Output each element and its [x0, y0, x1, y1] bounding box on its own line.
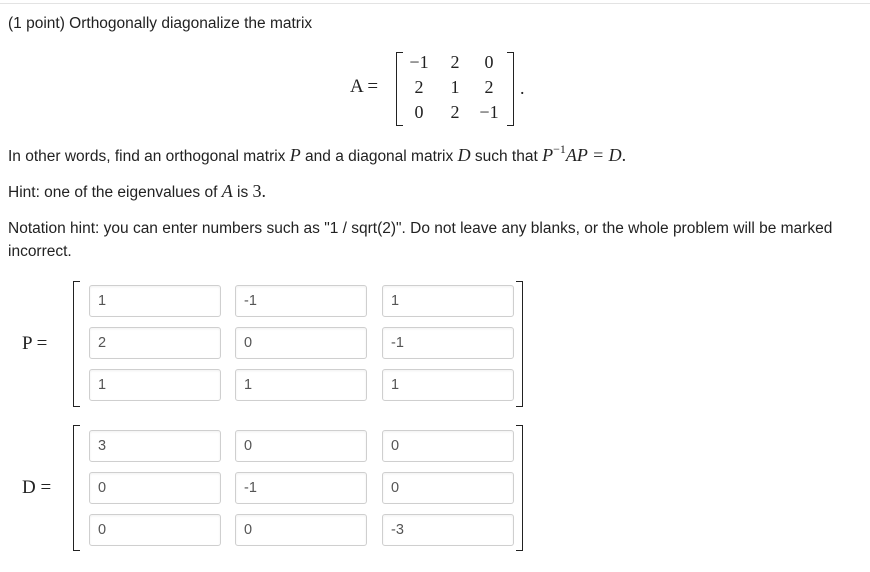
matrix-a-cell: 2 [450, 52, 460, 72]
matrix-p-entry-r3c2[interactable] [235, 369, 367, 401]
matrix-p-entry-r1c2[interactable] [235, 285, 367, 317]
matrix-d-entry-r3c2[interactable] [235, 514, 367, 546]
hint-text [8, 181, 266, 202]
matrix-d-entry-r2c2[interactable] [235, 472, 367, 504]
hint-period: . [261, 181, 267, 201]
matrix-p-entry-r2c2[interactable] [235, 327, 367, 359]
equation-period: . [621, 145, 627, 166]
equation-exponent: −1 [553, 142, 566, 156]
matrix-a-cell: 2 [414, 77, 424, 97]
matrix-d-label: D = [22, 477, 52, 498]
matrix-p-entry-r1c3[interactable] [382, 285, 514, 317]
matrix-d-entry-r2c3[interactable] [382, 472, 514, 504]
matrix-p-left-bracket [73, 281, 80, 407]
instruction-d-symbol: D [457, 145, 471, 166]
instruction-text [8, 144, 626, 166]
hint-a-symbol: A [221, 181, 233, 201]
matrix-a-period: . [520, 78, 525, 98]
matrix-d-left-bracket [73, 425, 80, 551]
matrix-p-entry-r3c3[interactable] [382, 369, 514, 401]
matrix-p-entry-r3c1[interactable] [89, 369, 221, 401]
problem-header: (1 point) Orthogonally diagonalize the matrix [8, 15, 313, 32]
matrix-a-cell: 1 [450, 77, 460, 97]
matrix-a [396, 52, 514, 124]
matrix-d-right-bracket [516, 425, 523, 551]
notation-hint-line2: incorrect. [8, 243, 72, 260]
matrix-p-entry-r2c3[interactable] [382, 327, 514, 359]
matrix-d-entry-r1c2[interactable] [235, 430, 367, 462]
hint-mid: is [232, 184, 253, 201]
matrix-p-right-bracket [516, 281, 523, 407]
matrix-a-cell: 0 [414, 102, 424, 122]
matrix-d-entry-r1c3[interactable] [382, 430, 514, 462]
matrix-d-entry-r1c1[interactable] [89, 430, 221, 462]
top-divider [0, 3, 870, 4]
matrix-a-cell: −1 [479, 102, 499, 122]
hint-pre: Hint: one of the eigenvalues of [8, 184, 222, 201]
instruction-p-symbol: P [289, 145, 301, 166]
matrix-p-label: P = [22, 333, 48, 354]
equation-p: P [542, 145, 554, 166]
matrix-d-entry-r3c3[interactable] [382, 514, 514, 546]
matrix-a-cell: 0 [484, 52, 494, 72]
notation-hint-line1: Notation hint: you can enter numbers such as "1 / sqrt(2)". Do not leave any blanks, or the whole problem will be marked [8, 220, 833, 237]
instruction-pre: In other words, find an orthogonal matrix [8, 148, 290, 166]
matrix-a-label: A = [350, 76, 379, 97]
matrix-a-cell: 2 [484, 77, 494, 97]
hint-eigenvalue: 3 [252, 181, 262, 201]
matrix-a-right-bracket [507, 52, 514, 126]
instruction-post: such that [470, 148, 543, 166]
matrix-d-entry-r3c1[interactable] [89, 514, 221, 546]
matrix-a-cell: −1 [409, 52, 429, 72]
matrix-p-entry-r1c1[interactable] [89, 285, 221, 317]
matrix-d-entry-r2c1[interactable] [89, 472, 221, 504]
instruction-mid: and a diagonal matrix [300, 148, 458, 166]
equation-rest: AP = D [565, 145, 622, 166]
matrix-a-cell: 2 [450, 102, 460, 122]
matrix-p-entry-r2c1[interactable] [89, 327, 221, 359]
